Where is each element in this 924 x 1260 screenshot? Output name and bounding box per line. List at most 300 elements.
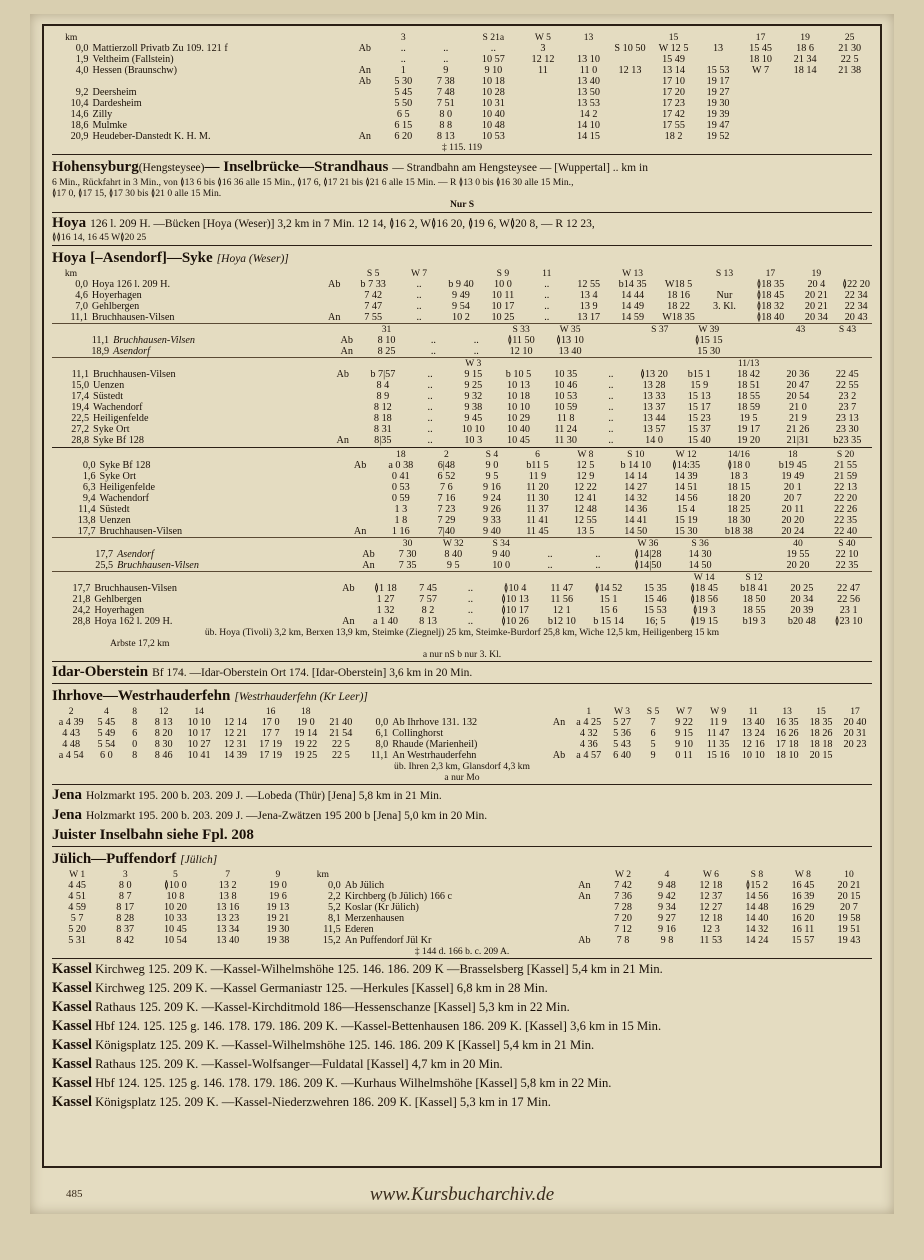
cell-time: a 4 25: [576, 717, 602, 728]
col-train-w8: W 8: [577, 449, 594, 460]
cell-time: 3: [540, 43, 546, 54]
cell-time: 10 28: [481, 87, 505, 98]
cell-dir: [327, 402, 358, 413]
cell-dir: An: [552, 717, 566, 728]
kassel-text: Rathaus 125. 209 K. —Kassel-Wolfsanger—Fuldatal [Kassel] 4,7 km in 20 Min.: [95, 1057, 503, 1071]
cell-time: 10 53: [554, 391, 578, 402]
section-kassel-fuldatal: [52, 1056, 872, 1073]
table-row: [52, 471, 872, 482]
cell-time: 8: [132, 717, 138, 728]
cell-time: 18 25: [727, 504, 751, 515]
col-km: km: [64, 268, 78, 279]
cell-time: ≬19 15: [690, 616, 718, 627]
cell-time: 13 14: [662, 65, 685, 76]
cell-time: W 7: [752, 65, 770, 76]
divider: [52, 784, 872, 785]
col-h8: [611, 32, 649, 43]
section-jena-zwaetzen: [52, 806, 872, 824]
table-row: [52, 435, 872, 446]
cell-time: 19 39: [706, 109, 730, 120]
cell-km: 21,8: [72, 594, 91, 605]
cell-time: ≬18 45: [690, 583, 718, 594]
cell-time: 20 7: [783, 493, 802, 504]
table-row: [52, 413, 872, 424]
cell-km: 19,4: [71, 402, 90, 413]
cell-time: 10 13: [506, 380, 530, 391]
cell-km: 11,4: [78, 504, 96, 515]
cell-time: 20 25: [790, 583, 814, 594]
divider: [52, 447, 872, 448]
cell-time: 10 53: [481, 131, 505, 142]
cell-time: 8 37: [116, 924, 135, 935]
hoya-buecken-note: ≬≬16 14, 16 45 W≬20 25: [52, 232, 147, 243]
cell-time: a 1 40: [373, 616, 398, 627]
cell-time: 9: [443, 65, 449, 76]
col-train-s20: S 20: [836, 449, 855, 460]
cell-time: 14 0: [645, 435, 663, 446]
cell-dir: [342, 482, 378, 493]
cell-time: 10 3: [464, 435, 483, 446]
cell-time: 9 40: [492, 549, 511, 560]
cell-time: 22 5: [840, 54, 859, 65]
title-main: Jülich—Puffendorf: [52, 851, 177, 867]
col-h10: [698, 32, 738, 43]
cell-time: 15 35: [643, 583, 667, 594]
cell-time: 9 5: [485, 471, 499, 482]
divider: [52, 683, 872, 684]
cell-note: [701, 312, 749, 323]
cell-time: ..: [608, 435, 614, 446]
title-tail: — Strandbahn am Hengsteysee — [Wuppertal] .. km in: [392, 162, 648, 174]
cell-time: ..: [473, 335, 479, 346]
table-row: [52, 739, 872, 750]
cell-time: 12 18: [699, 880, 723, 891]
kassel-title: Kassel: [52, 1018, 92, 1034]
col-train-s40: S 40: [838, 538, 856, 549]
cell-time: ≬14|28: [634, 549, 662, 560]
cell-time: [701, 279, 749, 290]
cell-time: 18 50: [742, 594, 766, 605]
cell-time: 7 57: [419, 594, 437, 605]
cell-time: 14 36: [624, 504, 648, 515]
cell-time: W18 5: [664, 279, 693, 290]
col-train-30: 30: [402, 538, 413, 549]
cell-time: 8 40: [444, 549, 463, 560]
divider: [52, 846, 872, 847]
cell-station: Merzenhausen: [344, 913, 405, 924]
cell-time: 8 10: [377, 335, 396, 346]
cell-time: 21 26: [786, 424, 810, 435]
table-row: [52, 76, 872, 87]
cell-time: 20 31: [843, 728, 867, 739]
cell-time: 10 8: [166, 891, 185, 902]
footnote-text: 115. 119: [449, 142, 483, 153]
title-main: Hohensyburg: [52, 159, 139, 175]
table-row: [52, 87, 872, 98]
table-row: [52, 880, 872, 891]
cell-km: [52, 76, 90, 87]
cell-time: 11 47: [550, 583, 574, 594]
cell-dir: An: [358, 65, 372, 76]
cell-time: 14 32: [624, 493, 648, 504]
juelich-title: [52, 850, 872, 868]
cell-time: ..: [608, 402, 614, 413]
col-train-w36: W 36: [637, 538, 659, 549]
cell-time: 12 14: [224, 717, 247, 728]
cell-time: 21 55: [834, 460, 858, 471]
cell-time: 12 21: [224, 728, 247, 739]
kassel-text: Königsplatz 125. 209 K. —Kassel-Wilhelmshöhe 125. 146. 186. 209 K [Kassel] 5,4 km in 21 Min.: [95, 1038, 595, 1052]
cell-time: 7 48: [436, 87, 455, 98]
title-main: Hoya: [52, 250, 87, 266]
cell-time: 18 16: [667, 290, 691, 301]
cell-station: Bruchhausen-Vilsen: [117, 560, 199, 571]
cell-time: 11 9: [709, 717, 727, 728]
cell-time: [635, 335, 684, 346]
cell-time: ≬15 15: [694, 335, 723, 346]
table-row: [52, 717, 872, 728]
cell-time: [635, 346, 684, 357]
cell-time: 13 17: [577, 312, 601, 323]
cell-time: 9 8: [660, 935, 674, 946]
cell-time: 10 54: [163, 935, 187, 946]
cell-time: 19 0: [296, 717, 315, 728]
cell-time: 12 37: [699, 891, 723, 902]
cell-km: 9,2: [75, 87, 89, 98]
cell-time: 8 30: [154, 739, 173, 750]
col-train-19: 19: [811, 268, 822, 279]
col-train-w9: W 9: [710, 706, 727, 717]
col-train-w3: W 3: [465, 358, 482, 369]
cell-time: 9 45: [464, 413, 483, 424]
section-idar-oberstein: [52, 663, 872, 681]
section-hoya-buecken: [52, 214, 872, 243]
cell-time: 12 12: [531, 54, 555, 65]
cell-time: 5 27: [613, 717, 631, 728]
cell-dir: Ab: [552, 750, 566, 761]
cell-time: 8 13: [436, 131, 455, 142]
cell-station: Gehlbergen: [91, 301, 140, 312]
kassel-text: Rathaus 125. 209 K. —Kassel-Kirchditmold 186—Hessenschanze [Kassel] 5,3 km in 22 Min.: [95, 1000, 570, 1014]
cell-time: b19 3: [742, 616, 766, 627]
cell-time: 11 8: [556, 413, 575, 424]
dagger-icon: ‡: [414, 946, 420, 957]
cell-time: 18 42: [737, 369, 761, 380]
cell-time: ..: [608, 391, 614, 402]
col-train-w7: W 7: [675, 706, 693, 717]
cell-time: 19 49: [781, 471, 805, 482]
cell-station: Veltheim (Fallstein): [92, 54, 174, 65]
cell-time: 8 9: [376, 391, 390, 402]
cell-time: 12 5: [576, 460, 595, 471]
cell-time: 14 10: [577, 120, 600, 131]
cell-time: 20 21: [837, 880, 861, 891]
table-row: [52, 515, 872, 526]
cell-time: 15 49: [662, 54, 685, 65]
cell-time: 8 18: [373, 413, 392, 424]
cell-time: 7 36: [614, 891, 632, 902]
cell-dir: [348, 54, 382, 65]
cell-time: 19 30: [266, 924, 290, 935]
cell-time: ..: [467, 616, 474, 627]
cell-time: ..: [547, 549, 553, 560]
cell-time: [611, 54, 649, 65]
cell-time: 14 14: [624, 471, 648, 482]
kassel-title: Kassel: [52, 1094, 92, 1110]
table-row: [52, 902, 872, 913]
cell-station: Asendorf: [117, 549, 154, 560]
col-train-s4: S 4: [485, 449, 499, 460]
table-row: [52, 98, 872, 109]
cell-time: b20 48: [787, 616, 816, 627]
cell-time: ≬15 2: [745, 880, 769, 891]
col-train-9: 9: [275, 869, 281, 880]
cell-km: 6,3: [82, 482, 96, 493]
cell-time: 23 2: [838, 391, 857, 402]
cell-time: 22 34: [844, 290, 868, 301]
cell-station: Wachendorf: [99, 493, 150, 504]
cell-dir: [319, 290, 349, 301]
cell-time: [778, 335, 823, 346]
cell-km: 6,1: [375, 728, 389, 739]
cell-time: 7 29: [437, 515, 456, 526]
cell-time: 8 20: [154, 728, 173, 739]
title-sub: (Hengsteysee): [138, 162, 205, 174]
table-row: [52, 65, 872, 76]
cell-time: 14 44: [621, 290, 645, 301]
col-train-14: 14: [194, 706, 204, 717]
cell-time: ..: [430, 346, 436, 357]
col-train-11: 11: [542, 268, 552, 279]
page-content: [52, 32, 872, 1160]
cell-time: 7 20: [614, 913, 632, 924]
cell-dir: Ab: [358, 76, 372, 87]
cell-time: 8 13: [419, 616, 437, 627]
cell-time: 10 17: [491, 301, 515, 312]
cell-time: 14 51: [674, 482, 698, 493]
cell-station: Ab Ihrhove 131. 132: [392, 717, 478, 728]
section-jena-lobeda: [52, 786, 872, 804]
hohensyburg-note-2: ≬17 0, ≬17 15, ≬17 30 bis ≬21 0 alle 15 Min.: [52, 188, 222, 199]
cell-time: 10 0: [492, 560, 511, 571]
cell-time: ≬10 17: [501, 605, 529, 616]
watermark: www.Kursbucharchiv.de: [369, 1184, 555, 1205]
cell-time: 11 56: [550, 594, 574, 605]
cell-time: 22 35: [835, 560, 859, 571]
cell-time: b 15 14: [593, 616, 624, 627]
cell-time: ..: [544, 290, 550, 301]
col-h7: 13: [583, 32, 594, 43]
cell-time: b12 10: [547, 616, 576, 627]
col-train-8: 8: [132, 706, 138, 717]
cell-station: Syke Bf 128: [93, 435, 144, 446]
col-train-s10: S 10: [627, 449, 645, 460]
col-train-12: 12: [158, 706, 169, 717]
cell-time: 9 34: [658, 902, 676, 913]
cell-km: 17,7: [95, 549, 114, 560]
cell-time: 10 10: [187, 717, 211, 728]
col-train-s43: S 43: [838, 324, 857, 335]
cell-time: 8 17: [116, 902, 135, 913]
col-train-w2: W 2: [614, 869, 632, 880]
cell-time: ≬18 35: [756, 279, 785, 290]
cell-km: 27,2: [71, 424, 90, 435]
cell-time: 9: [650, 750, 656, 761]
cell-time: 10 29: [506, 413, 530, 424]
cell-time: 5 31: [68, 935, 87, 946]
cell-time: 22 13: [834, 482, 858, 493]
cell-time: 15 23: [687, 413, 711, 424]
cell-dir: Ab: [340, 335, 353, 346]
cell-time: 13 40: [558, 346, 582, 357]
cell-station: Süstedt: [99, 504, 130, 515]
cell-time: 13 8: [218, 891, 237, 902]
cell-time: 20 20: [781, 515, 805, 526]
cell-time: ..: [473, 346, 479, 357]
cell-time: b18 41: [740, 583, 769, 594]
cell-time: 6 15: [394, 120, 413, 131]
cell-dir: [332, 605, 364, 616]
table-row: [52, 335, 872, 346]
cell-time: 6 5: [396, 109, 410, 120]
cell-time: ..: [416, 279, 422, 290]
cell-time: 14 50: [688, 560, 712, 571]
table-row: [52, 279, 872, 290]
cell-time: 10 0: [493, 279, 512, 290]
cell-time: 9 16: [658, 924, 676, 935]
cell-time: 4 51: [68, 891, 87, 902]
hoya-buecken-text: 126 l. 209 H. —Bücken [Hoya (Weser)] 3,2 km in 7 Min. 12 14, ≬16 2, W≬16 20, ≬19 6, W≬20 8, — R 12 23,: [90, 218, 595, 230]
col-train-s5: S 5: [646, 706, 660, 717]
kassel-text: Kirchweg 125. 209 K. —Kassel-Wilhelmshöhe 125. 146. 186. 209 K —Brasselsberg [Kassel] 5,4 km in 21 Min.: [95, 962, 663, 976]
table-row: [52, 913, 872, 924]
cell-time: 20 34: [790, 594, 814, 605]
cell-dir: [327, 413, 358, 424]
cell-time: 19 14: [294, 728, 318, 739]
cell-time: 13 16: [216, 902, 240, 913]
cell-time: 8 8: [439, 120, 453, 131]
cell-time: ..: [416, 312, 422, 323]
cell-km: 11,1: [370, 750, 389, 761]
cell-station: Syke Ort: [93, 424, 130, 435]
cell-time: 10 11: [491, 290, 515, 301]
cell-time: ..: [467, 594, 474, 605]
cell-time: 15 13: [687, 391, 711, 402]
cell-time: b 7 33: [360, 279, 386, 290]
col-train-w14: W 14: [693, 572, 715, 583]
cell-time: 0: [132, 739, 138, 750]
table-header-row: [52, 32, 872, 43]
cell-time: 15 53: [643, 605, 667, 616]
cell-time: 22 55: [835, 380, 859, 391]
cell-time: 7: [650, 717, 656, 728]
col-train-w13: W 13: [622, 268, 644, 279]
cell-km: 17,7: [77, 526, 96, 537]
cell-time: 7 12: [614, 924, 632, 935]
cell-time: ≬18 45: [756, 290, 785, 301]
cell-time: S 10 50: [614, 43, 646, 54]
hoya-syke-title: [52, 249, 872, 267]
col-train-w6: W 6: [702, 869, 719, 880]
cell-time: 20 11: [781, 504, 805, 515]
cell-time: 20 7: [840, 902, 858, 913]
col-train-w32: W 32: [442, 538, 464, 549]
col-train-s8: S 8: [750, 869, 764, 880]
table-header-row: [52, 869, 872, 880]
col-station: [90, 268, 319, 279]
cell-time: 22 10: [835, 549, 859, 560]
cell-time: 13 57: [642, 424, 666, 435]
cell-station: Koslar (Kr Jülich): [344, 902, 419, 913]
cell-time: 14 24: [745, 935, 769, 946]
cell-time: 20 40: [843, 717, 867, 728]
cell-time: 5 43: [613, 739, 631, 750]
cell-dir: Ab: [362, 549, 375, 560]
cell-dir: [327, 391, 358, 402]
cell-time: 10 57: [481, 54, 505, 65]
table-row: [52, 391, 872, 402]
cell-time: [566, 43, 611, 54]
cell-time: 10 46: [554, 380, 578, 391]
col-station: [90, 32, 347, 43]
title-region: [Westrhauderfehn (Kr Leer)]: [234, 691, 368, 703]
cell-time: 14 56: [674, 493, 698, 504]
cell-station: Deersheim: [92, 87, 137, 98]
cell-time: 11 37: [526, 504, 549, 515]
cell-time: ..: [400, 54, 406, 65]
cell-time: 9 15: [464, 369, 483, 380]
cell-time: 22 35: [834, 515, 858, 526]
cell-time: 11: [538, 65, 548, 76]
cell-time: 19 30: [706, 98, 730, 109]
cell-time: 18 10: [749, 54, 773, 65]
table-row: [52, 54, 872, 65]
cell-time: 10 20: [163, 902, 187, 913]
cell-km: 22,5: [71, 413, 90, 424]
table-header-row: [52, 324, 872, 335]
cell-time: 15 1: [599, 594, 618, 605]
cell-time: 20 36: [786, 369, 810, 380]
cell-time: 15 46: [643, 594, 667, 605]
cell-dir: An: [578, 880, 591, 891]
cell-time: ≬10 4: [503, 583, 527, 594]
page-number: 485: [66, 1188, 83, 1200]
cell-time: 4 45: [68, 880, 87, 891]
cell-station: Bruchhausen-Vilsen: [91, 312, 175, 323]
cell-time: ..: [544, 279, 550, 290]
cell-time: 15 17: [687, 402, 711, 413]
table-row: [52, 728, 872, 739]
cell-station: Hoyerhagen: [94, 605, 145, 616]
cell-dir: [546, 739, 571, 750]
cell-time: 19 43: [837, 935, 861, 946]
cell-time: 19 38: [266, 935, 290, 946]
cell-km: 0,0: [75, 279, 88, 290]
cell-station: Heudeber-Danstedt K. H. M.: [92, 131, 211, 142]
cell-time: 14 30: [688, 549, 712, 560]
cell-time: 19 55: [786, 549, 810, 560]
cell-time: 10 33: [163, 913, 187, 924]
cell-station: Hessen (Braunschw): [92, 65, 178, 76]
cell-time: 15 6: [599, 605, 618, 616]
cell-km: 9,4: [82, 493, 96, 504]
cell-time: 19 17: [737, 424, 761, 435]
kassel-text: Hbf 124. 125. 125 g. 146. 178. 179. 186. 209 K. —Kassel-Bettenhausen 186. 209 K. [Kassel] 3,6 km in 15 Min.: [95, 1019, 662, 1033]
cell-time: 1 27: [376, 594, 395, 605]
cell-time: 5 50: [394, 98, 413, 109]
cell-time: 6|48: [437, 460, 456, 471]
cell-dir: [342, 471, 378, 482]
